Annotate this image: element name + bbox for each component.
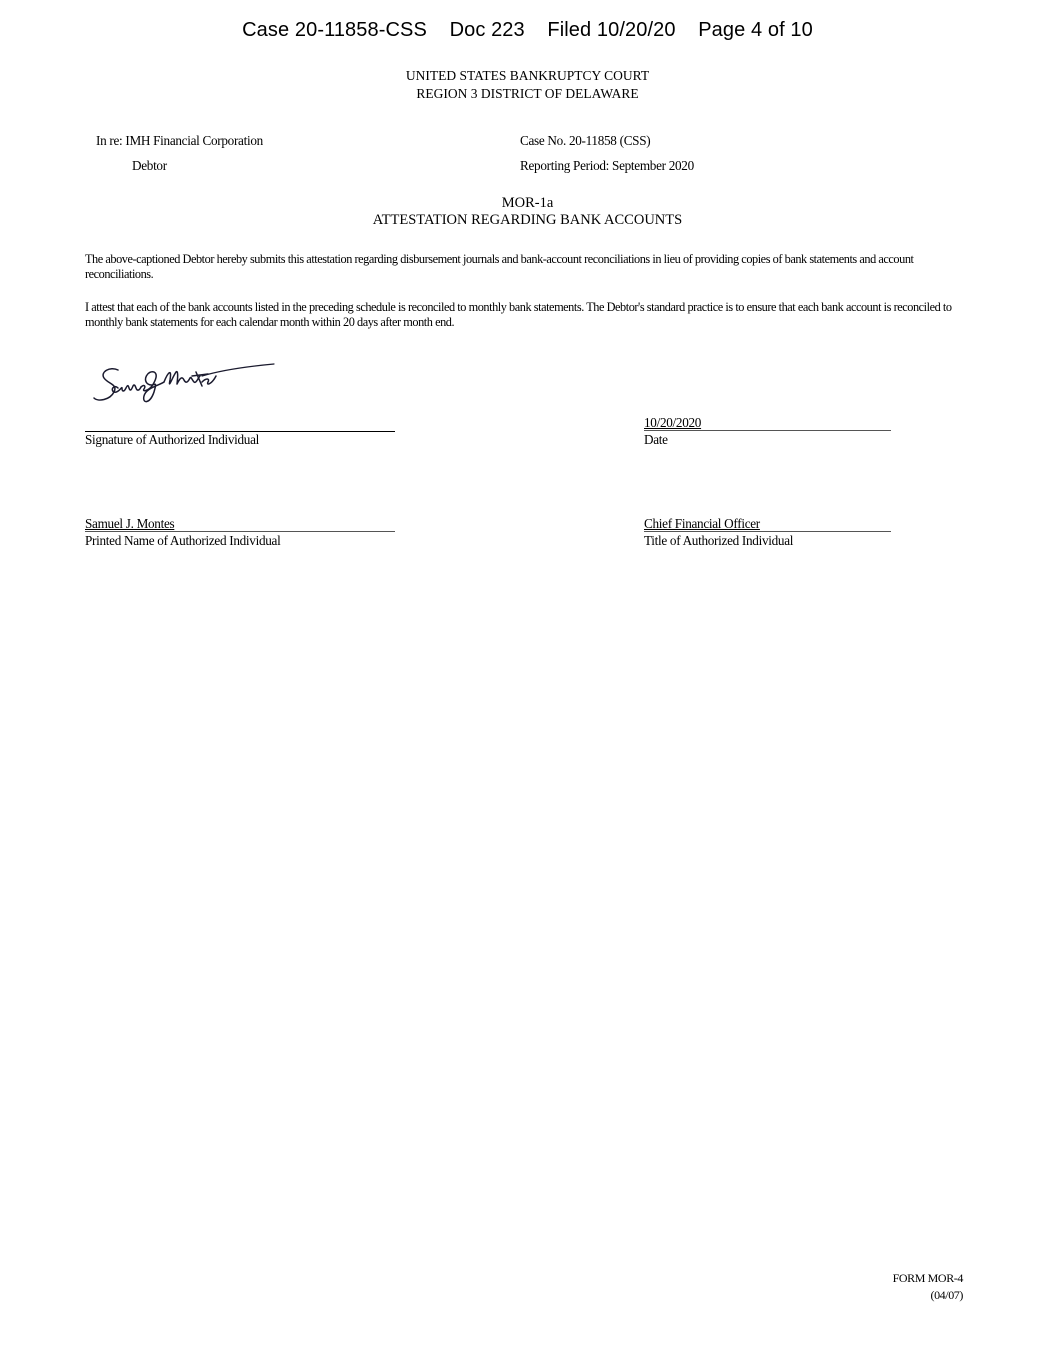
filing-stamp-header <box>0 19 1055 42</box>
form-number-footer: FORM MOR-4 <box>892 1271 963 1285</box>
doc-number-stamp: Doc 223 <box>449 19 525 41</box>
date-value: 10/20/2020 <box>644 415 702 430</box>
title-line <box>644 531 891 532</box>
court-district: REGION 3 DISTRICT OF DELAWARE <box>416 86 639 101</box>
debtor-label: Debtor <box>132 158 167 173</box>
title-value: Chief Financial Officer <box>644 516 760 531</box>
date-line <box>644 430 891 431</box>
case-number: Case No. 20-11858 (CSS) <box>520 133 651 148</box>
case-number-stamp: Case 20-11858-CSS <box>242 19 427 41</box>
date-label: Date <box>644 432 668 447</box>
form-code: MOR-1a <box>501 195 554 211</box>
printed-name-line <box>85 531 395 532</box>
form-title: ATTESTATION REGARDING BANK ACCOUNTS <box>372 212 683 228</box>
printed-name-label: Printed Name of Authorized Individual <box>85 533 281 548</box>
reporting-period: Reporting Period: September 2020 <box>520 158 694 173</box>
attestation-paragraph-2: I attest that each of the bank accounts listed in the preceding schedule is reconciled to monthly bank statements. The Debtor's standard practice is to ensure that each bank account is reconciled to monthly bank statements for each calendar month within 20 days after month end. <box>85 300 952 329</box>
printed-name-value: Samuel J. Montes <box>85 516 175 531</box>
handwritten-signature <box>92 358 277 408</box>
form-revision-footer: (04/07) <box>930 1288 963 1302</box>
filed-date-stamp: Filed 10/20/20 <box>547 19 676 41</box>
signature-label: Signature of Authorized Individual <box>85 432 260 447</box>
page-number-stamp: Page 4 of 10 <box>698 19 813 41</box>
title-label: Title of Authorized Individual <box>644 533 794 548</box>
in-re-caption: In re: IMH Financial Corporation <box>96 133 263 148</box>
court-name: UNITED STATES BANKRUPTCY COURT <box>405 68 650 83</box>
attestation-paragraph-1: The above-captioned Debtor hereby submits this attestation regarding disbursement journals and bank-account reconciliations in lieu of providing copies of bank statements and account reconciliations. <box>85 252 914 281</box>
